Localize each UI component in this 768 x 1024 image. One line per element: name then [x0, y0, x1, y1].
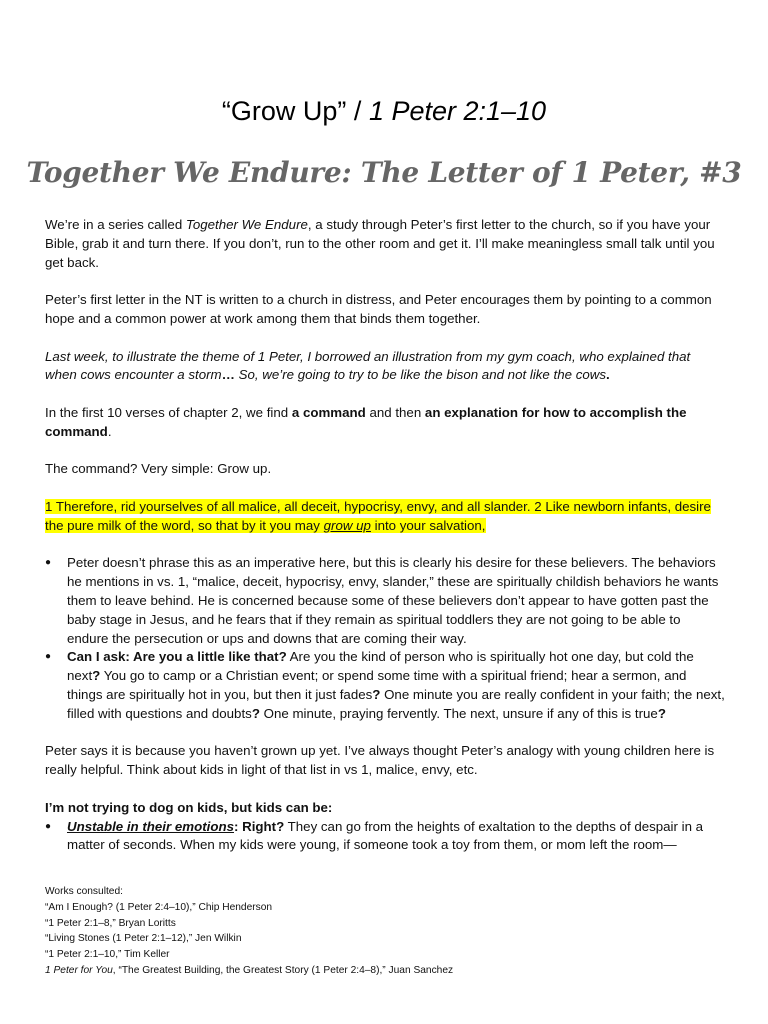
list-item: ● Peter doesn’t phrase this as an imperative here, but this is clearly his desire for these believers. The behaviors he mentions in vs. 1, “malice, deceit, hypocrisy, envy, slander,” these are spiritually childish behaviors he wants them to leave behind. He is concerned because some of these believers don’t appear to have gotten past the baby stage in Jesus, and he fears that if they remain as spiritual toddlers they are not going to be able to endure the persecution or ups and downs that are coming their way. [45, 554, 725, 648]
text: One minute you are really confident in your faith; the next, filled with questions and doubts [67, 686, 725, 721]
text: We’re in a series called [45, 217, 186, 232]
text: , “The Greatest Building, the Greatest Story (1 Peter 2:4–8),” Juan Sanchez [112, 964, 454, 976]
text: Right? [242, 818, 285, 834]
text: You go to camp or a Christian event; or spend some time with a spiritual friend; hear a sermon, and things are spiritually hot in you, but then it just fades [67, 668, 687, 702]
paragraph-command: The command? Very simple: Grow up. [45, 461, 272, 477]
text: Are you the kind of person who is spiritually hot one day, but cold the next [67, 649, 694, 684]
text: . [107, 423, 112, 439]
paragraph-explanation: Peter says it is because you haven’t grown up yet. I’ve always thought Peter’s analogy with young children here is really helpful. Think about kids in light of that list in vs 1, malice, envy, etc. [45, 743, 715, 778]
text: ? [372, 686, 381, 702]
footnote-item: “1 Peter 2:1–8,” Bryan Loritts [45, 917, 176, 929]
highlighted-text: into your salvation, [370, 517, 486, 533]
text: Unstable in their emotions [67, 818, 234, 834]
paragraph-intro [45, 216, 725, 272]
list-item [45, 648, 725, 723]
text: In the first 10 verses of chapter 2, we find [45, 404, 292, 420]
bullet-list [45, 554, 725, 723]
sermon-title [0, 96, 768, 127]
text: ? [92, 668, 101, 684]
text: : [233, 818, 243, 834]
text: Can I ask: Are you a little like that? [67, 649, 287, 665]
text: One minute, praying fervently. The next, unsure if any of this is true [259, 705, 658, 721]
bullet-list [45, 818, 725, 856]
footnote-item: “1 Peter 2:1–10,” Tim Keller [45, 949, 170, 961]
series-name: Together We Endure [185, 217, 308, 232]
text: They can go from the heights of exaltation to the depths of despair in a matter of seconds. When my kids were young, if someone took a toy from them, or mom left the room— [67, 818, 704, 853]
text: Last week, to illustrate the theme of 1 Peter, I borrowed an illustration from my gym coach, who explained that when cows encounter a storm [45, 348, 691, 383]
text: a command [291, 404, 366, 420]
text: and then [365, 404, 425, 420]
highlighted-text: 1 Therefore, rid yourselves of all malice, all deceit, hypocrisy, envy, and all slander. 2 Like newborn infants, desire the pure milk of the word, so that by it you may [45, 498, 711, 533]
title-main: “Grow Up” / [221, 96, 369, 126]
footnote-item [45, 963, 725, 979]
list-item [45, 818, 725, 856]
paragraph-context: Peter’s first letter in the NT is written to a church in distress, and Peter encourages them by pointing to a common hope and a common power at work among them that binds them together. [45, 292, 712, 326]
text: ? [251, 705, 260, 721]
text: I’m not trying to dog on kids, but kids can be: [45, 799, 333, 815]
footnote-heading: Works consulted: [45, 886, 123, 897]
footnote-item: “Living Stones (1 Peter 2:1–12),” Jen Wilkin [45, 933, 242, 945]
paragraph-last-week [45, 348, 725, 386]
text: 1 Peter for You [45, 964, 113, 976]
footnote-item: “Am I Enough? (1 Peter 2:4–10),” Chip Henderson [45, 901, 273, 913]
footnotes [45, 884, 725, 979]
document-body [45, 216, 725, 855]
series-subtitle: Together We Endure: The Letter of 1 Peter, #3 [26, 156, 742, 189]
paragraph-kids-heading [45, 799, 725, 818]
text: ? [657, 705, 666, 721]
paragraph-command-intro [45, 404, 725, 442]
highlighted-text: grow up [323, 517, 371, 533]
scripture-passage [45, 498, 725, 536]
text: , a study through Peter’s first letter to the church, so if you have your Bible, grab it and turn there. If you don’t, run to the other room and get it. I’ll make meaningless small talk until you get back. [45, 217, 715, 270]
text: . [605, 367, 610, 383]
text: an explanation for how to accomplish the command [45, 404, 687, 439]
title-scripture-reference: 1 Peter 2:1–10 [368, 96, 547, 126]
text: So, we’re going to try to be like the bison and not like the cows [234, 367, 606, 383]
text: … [221, 367, 235, 383]
